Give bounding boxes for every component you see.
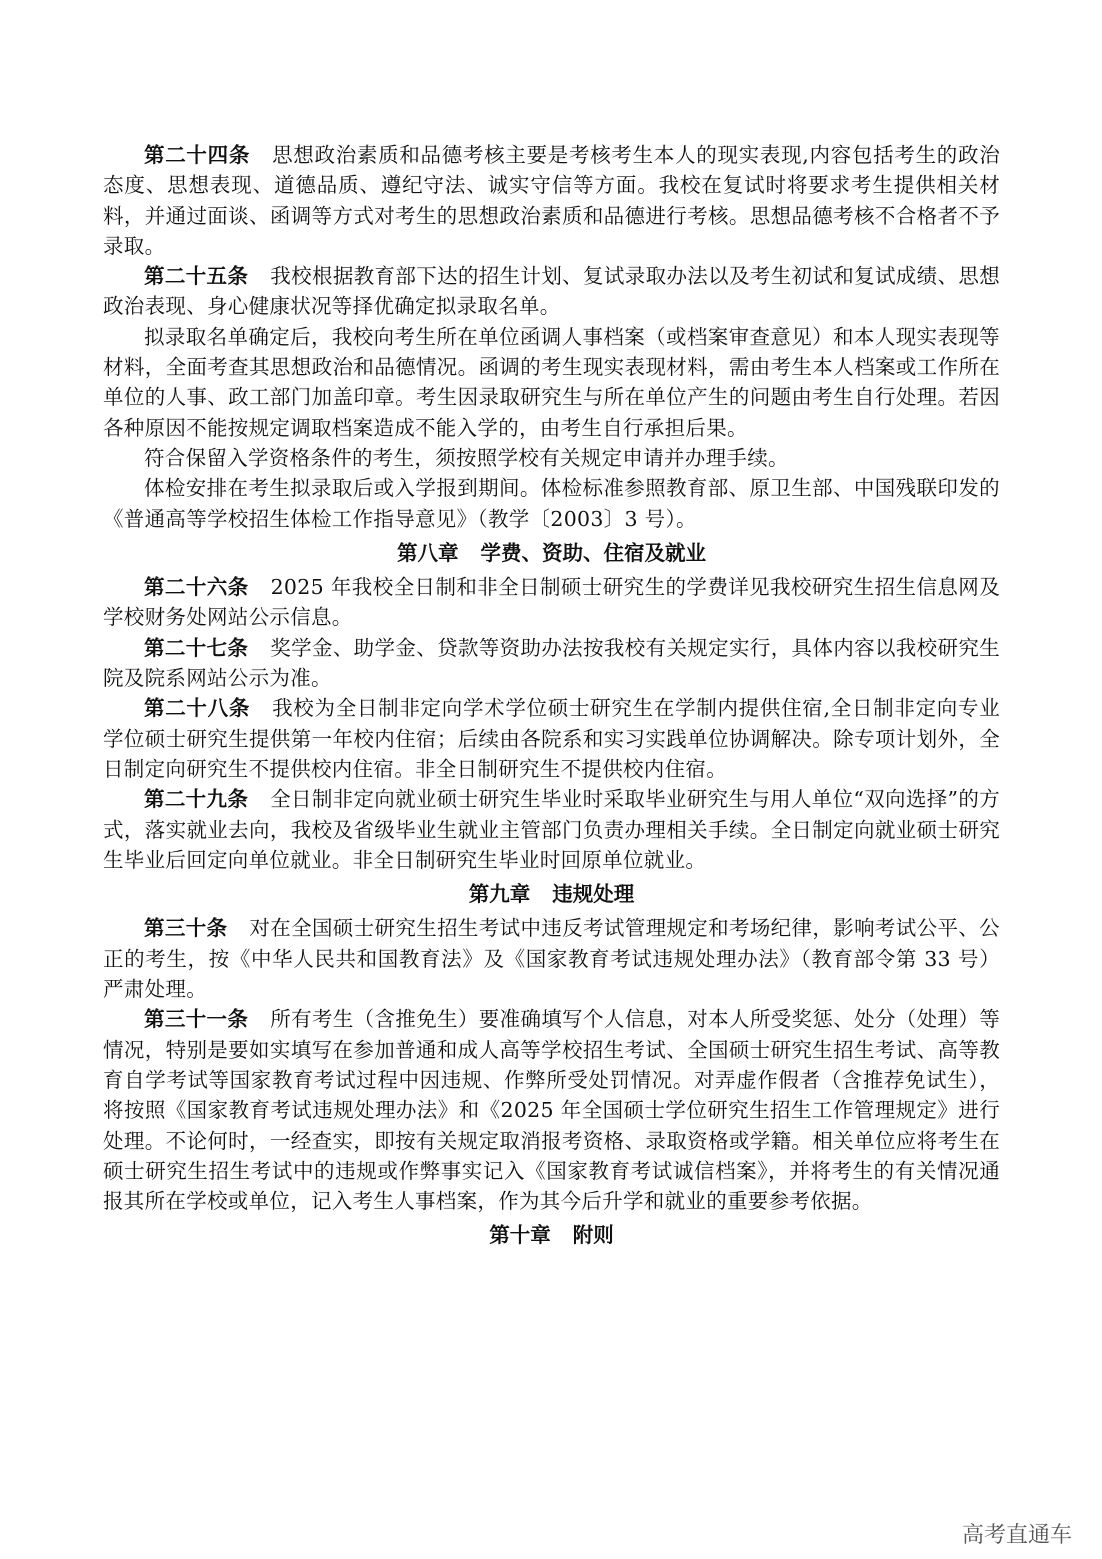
- article-31: [103, 1004, 1000, 1216]
- chapter-number: 第八章: [397, 540, 459, 565]
- article-text: 2025 年我校全日制和非全日制硕士研究生的学费详见我校研究生招生信息网及学校财务处网站公示信息。: [103, 575, 1000, 630]
- article-26: [103, 572, 1000, 633]
- article-27: [103, 633, 1000, 694]
- article-text: 所有考生（含推免生）要准确填写个人信息，对本人所受奖惩、处分（处理）等情况，特别是要如实填写在参加普通和成人高等学校招生考试、全国硕士研究生招生考试、高等教育自学考试等国家教育考试过程中因违规、作弊所受处罚情况。对弄虚作假者（含推荐免试生），将按照《国家教育考试违规处理办法》和《2025 年全国硕士学位研究生招生工作管理规定》进行处理。不论何时，一经查实，即按有关规定取消报考资格、录取资格或学籍。相关单位应将考生在硕士研究生招生考试中的违规或作弊事实记入《国家教育考试诚信档案》，并将考生的有关情况通报其所在学校或单位，记入考生人事档案，作为其今后升学和就业的重要参考依据。: [103, 1007, 1001, 1214]
- article-text: 我校根据教育部下达的招生计划、复试录取办法以及考生初试和复试成绩、思想政治表现、身心健康状况等择优确定拟录取名单。: [103, 264, 1001, 319]
- article-text: 我校为全日制非定向学术学位硕士研究生在学制内提供住宿,全日制非定向专业学位硕士研究生提供第一年校内住宿；后续由各院系和实习实践单位协调解决。除专项计划外，全日制定向研究生不提供校内住宿。非全日制研究生不提供校内住宿。: [103, 696, 1001, 781]
- article-label: 第二十四条: [144, 143, 251, 167]
- document-page: [103, 140, 1000, 1255]
- chapter-title: 学费、资助、住宿及就业: [480, 540, 706, 565]
- article-label: 第三十条: [144, 916, 228, 941]
- article-25: [103, 261, 1000, 322]
- chapter-title: 违规处理: [552, 882, 635, 907]
- article-label: 第三十一条: [144, 1007, 249, 1032]
- article-text: 对在全国硕士研究生招生考试中违反考试管理规定和考场纪律，影响考试公平、公正的考生，按《中华人民共和国教育法》及《国家教育考试违规处理办法》（教育部令第 33 号）严肃处理。: [103, 916, 1000, 1002]
- chapter-title: 附则: [572, 1223, 614, 1248]
- article-label: 第二十八条: [144, 696, 251, 721]
- article-24: [103, 140, 1000, 261]
- chapter-9-heading: [103, 879, 1000, 909]
- article-25-paragraph-2: 拟录取名单确定后，我校向考生所在单位函调人事档案（或档案审查意见）和本人现实表现等材料，全面考查其思想政治和品德情况。函调的考生现实表现材料，需由考生本人档案或工作所在单位的人事、政工部门加盖印章。考生因录取研究生与所在单位产生的问题由考生自行处理。若因各种原因不能按规定调取档案造成不能入学的，由考生自行承担后果。: [103, 324, 1000, 440]
- chapter-10-heading: [103, 1220, 1000, 1250]
- article-label: 第二十七条: [144, 635, 249, 660]
- article-text: 奖学金、助学金、贷款等资助办法按我校有关规定实行，具体内容以我校研究生院及院系网站公示为准。: [103, 635, 1001, 691]
- article-29: [103, 784, 1000, 875]
- article-label: 第二十六条: [144, 575, 249, 600]
- watermark: 高考直通车: [961, 1523, 1072, 1548]
- article-25-paragraph-4: 体检安排在考生拟录取后或入学报到期间。体检标准参照教育部、原卫生部、中国残联印发的《普通高等学校招生体检工作指导意见》（教学〔2003〕3 号）。: [103, 476, 1000, 531]
- article-text: 思想政治素质和品德考核主要是考核考生本人的现实表现,内容包括考生的政治态度、思想表现、道德品质、遵纪守法、诚实守信等方面。我校在复试时将要求考生提供相关材料，并通过面谈、函调等方式对考生的思想政治素质和品德进行考核。思想品德考核不合格者不予录取。: [103, 143, 1001, 258]
- article-30: [103, 913, 1000, 1004]
- article-text: 全日制非定向就业硕士研究生毕业时采取毕业研究生与用人单位“双向选择”的方式，落实就业去向，我校及省级毕业生就业主管部门负责办理相关手续。全日制定向就业硕士研究生毕业后回定向单位就业。非全日制研究生毕业时回原单位就业。: [103, 787, 1000, 872]
- article-25-paragraph-3: 符合保留入学资格条件的考生，须按照学校有关规定申请并办理手续。: [144, 445, 789, 470]
- article-label: 第二十五条: [144, 264, 249, 289]
- chapter-8-heading: [103, 538, 1000, 568]
- article-28: [103, 693, 1000, 784]
- article-label: 第二十九条: [144, 787, 249, 812]
- chapter-number: 第九章: [468, 882, 531, 907]
- chapter-number: 第十章: [489, 1223, 551, 1248]
